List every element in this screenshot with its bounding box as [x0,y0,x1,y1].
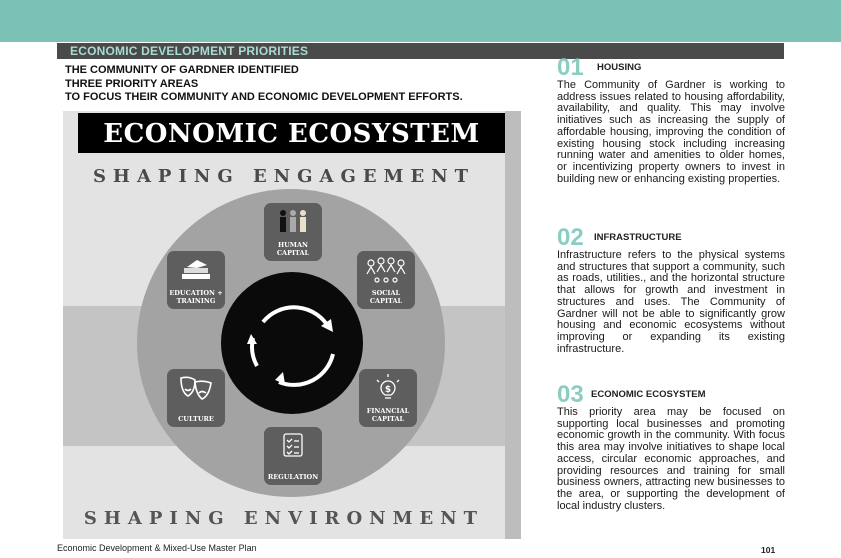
svg-text:$: $ [384,385,392,395]
shaping-environment-label: SHAPING ENVIRONMENT [83,508,485,529]
community-network-icon [357,256,415,284]
node-culture [167,369,225,427]
priority-number: 01 [557,54,584,81]
footer-document-title: Economic Development & Mixed-Use Master Plan [57,543,257,553]
top-header-band [0,0,841,42]
theater-masks-icon [167,374,225,402]
node-social-capital [357,251,415,309]
shaping-engagement-label: SHAPING ENGAGEMENT [92,166,476,187]
graphic-side-strip [505,111,521,539]
priority-economic-ecosystem [557,381,785,512]
node-education-training-label: EDUCATION + TRAINING [169,289,223,305]
node-human-capital-label: HUMAN CAPITAL [276,241,310,257]
priority-title: ECONOMIC ECOSYSTEM [591,389,706,400]
priority-number: 02 [557,224,584,251]
cycle-arrows-icon [221,272,363,414]
intro-statement [65,64,525,105]
books-icon [167,256,225,284]
priority-number: 03 [557,381,584,408]
people-icon [264,208,322,236]
priority-infrastructure [557,224,785,355]
graphic-title: ECONOMIC ECOSYSTEM [78,113,505,153]
lightbulb-dollar-icon [359,374,417,402]
priority-title: HOUSING [597,62,642,73]
page-number: 101 [761,545,776,555]
node-human-capital [264,203,322,261]
section-title: ECONOMIC DEVELOPMENT PRIORITIES [70,44,309,58]
node-financial-capital [359,369,417,427]
node-financial-capital-label: FINANCIAL CAPITAL [366,407,410,423]
intro-line-1: THE COMMUNITY OF GARDNER IDENTIFIED [65,64,299,76]
node-regulation-label: REGULATION [267,472,319,481]
node-culture-label: CULTURE [178,414,214,423]
scroll-checklist-icon [264,432,322,460]
intro-line-3: TO FOCUS THEIR COMMUNITY AND ECONOMIC DEVELOPMENT EFFORTS. [65,91,463,103]
priority-description: The Community of Gardner is working to address issues related to housing affordability, availability, and quality. This may involve initiatives such as increasing the supply of affordable housing, improving the condition of existing housing stock including increasing running water and amenities to older homes, or incentivizing property owners to invest in building new or enhancing existing properties. [557,79,785,185]
priority-title: INFRASTRUCTURE [594,232,682,243]
priority-housing [557,54,785,185]
section-header-bar [57,43,784,59]
intro-line-2: THREE PRIORITY AREAS [65,77,199,90]
economic-ecosystem-graphic [63,111,521,539]
priority-description: Infrastructure refers to the physical systems and structures that support a community, such as roads, utilities., and the horizontal structure that allows for growth and investment in structures and uses. The Community of Gardner will not be able to significantly grow housing and economic ecosystems without improving or expanding its existing infrastructure. [557,249,785,355]
ecosystem-center-circle [221,272,363,414]
node-regulation [264,427,322,485]
priority-description: This priority area may be focused on supporting local businesses and promoting economic growth in the community. With focus this area may involve initiatives to shape local access, circular economic approaches, and providing resources and training for small business owners, attracting new businesses to the area, or supporting the development of local industry clusters. [557,406,785,512]
node-education-training [167,251,225,309]
node-social-capital-label: SOCIAL CAPITAL [369,289,403,305]
